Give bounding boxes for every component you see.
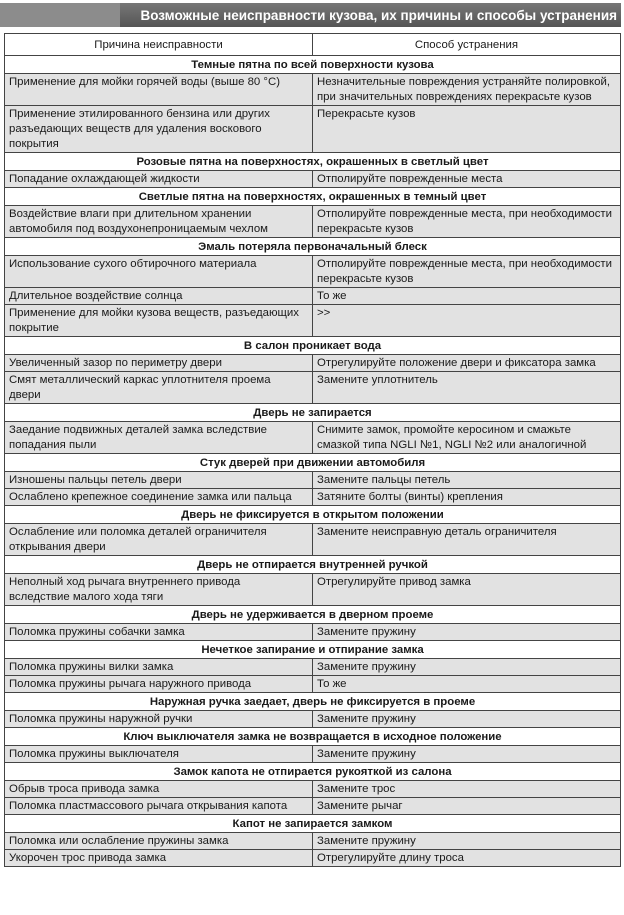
section-heading-row [5,56,621,74]
table-row [5,171,621,188]
table-row [5,781,621,798]
fix-cell: То же [313,288,621,305]
section-heading-row [5,337,621,355]
table-header-row [5,34,621,56]
table-row [5,106,621,153]
fix-cell: Замените рычаг [313,798,621,815]
section-heading-row [5,404,621,422]
fix-cell: Перекрасьте кузов [313,106,621,153]
fix-cell: Замените уплотнитель [313,372,621,404]
cause-cell: Длительное воздействие солнца [5,288,313,305]
cause-cell: Поломка пружины вилки замка [5,659,313,676]
section-heading-row [5,815,621,833]
section-heading: Нечеткое запирание и отпирание замка [5,641,621,659]
table-row [5,355,621,372]
section-heading: Дверь не удерживается в дверном проеме [5,606,621,624]
section-heading: В салон проникает вода [5,337,621,355]
section-heading-row [5,693,621,711]
section-heading-row [5,728,621,746]
table-row [5,833,621,850]
fix-cell: Отрегулируйте положение двери и фиксатора замка [313,355,621,372]
fix-cell: Замените пружину [313,746,621,763]
table-row [5,372,621,404]
fix-cell: Замените неисправную деталь ограничителя [313,524,621,556]
table-row [5,256,621,288]
fix-cell: Замените пальцы петель [313,472,621,489]
fix-cell: Замените пружину [313,833,621,850]
section-heading-row [5,763,621,781]
cause-cell: Поломка пружины наружной ручки [5,711,313,728]
section-heading: Стук дверей при движении автомобиля [5,454,621,472]
section-heading-row [5,188,621,206]
section-heading-row [5,606,621,624]
table-row [5,422,621,454]
table-row [5,472,621,489]
malfunctions-table [4,33,621,867]
cause-cell: Воздействие влаги при длительном хранении автомобиля под воздухонепроницаемым чехлом [5,206,313,238]
cause-cell: Ослаблено крепежное соединение замка или пальца [5,489,313,506]
table-row [5,798,621,815]
section-heading-row [5,454,621,472]
table-row [5,850,621,867]
cause-cell: Изношены пальцы петель двери [5,472,313,489]
column-header-fix: Способ устранения [313,34,621,56]
section-heading: Замок капота не отпирается рукояткой из салона [5,763,621,781]
section-heading: Дверь не фиксируется в открытом положении [5,506,621,524]
table-row [5,624,621,641]
title-bar-accent [0,3,120,27]
section-heading-row [5,238,621,256]
table-row [5,489,621,506]
table-row [5,746,621,763]
fix-cell: Замените пружину [313,659,621,676]
table-row [5,524,621,556]
cause-cell: Поломка или ослабление пружины замка [5,833,313,850]
cause-cell: Укорочен трос привода замка [5,850,313,867]
title-bar [0,3,621,27]
cause-cell: Ослабление или поломка деталей ограничителя открывания двери [5,524,313,556]
cause-cell: Применение для мойки кузова веществ, разъедающих покрытие [5,305,313,337]
section-heading-row [5,153,621,171]
cause-cell: Применение этилированного бензина или других разъедающих веществ для удаления воскового покрытия [5,106,313,153]
fix-cell: Замените пружину [313,711,621,728]
fix-cell: Замените трос [313,781,621,798]
document-title: Возможные неисправности кузова, их причины и способы устранения [140,7,617,23]
table-row [5,305,621,337]
cause-cell: Поломка пружины выключателя [5,746,313,763]
table-row [5,206,621,238]
section-heading: Розовые пятна на поверхностях, окрашенных в светлый цвет [5,153,621,171]
cause-cell: Смят металлический каркас уплотнителя проема двери [5,372,313,404]
fix-cell: Затяните болты (винты) крепления [313,489,621,506]
fix-cell: Отполируйте поврежденные места, при необходимости перекрасьте кузов [313,206,621,238]
fix-cell: Отрегулируйте длину троса [313,850,621,867]
table-row [5,74,621,106]
fix-cell: То же [313,676,621,693]
fix-cell: Отполируйте поврежденные места [313,171,621,188]
cause-cell: Поломка пружины рычага наружного привода [5,676,313,693]
cause-cell: Поломка пружины собачки замка [5,624,313,641]
fix-cell: Незначительные повреждения устраняйте полировкой, при значительных повреждениях перекрасьте кузов [313,74,621,106]
cause-cell: Применение для мойки горячей воды (выше 80 °C) [5,74,313,106]
cause-cell: Попадание охлаждающей жидкости [5,171,313,188]
table-row [5,574,621,606]
section-heading: Наружная ручка заедает, дверь не фиксируется в проеме [5,693,621,711]
cause-cell: Увеличенный зазор по периметру двери [5,355,313,372]
table-row [5,288,621,305]
section-heading: Светлые пятна на поверхностях, окрашенных в темный цвет [5,188,621,206]
table-row [5,659,621,676]
cause-cell: Обрыв троса привода замка [5,781,313,798]
cause-cell: Заедание подвижных деталей замка вследствие попадания пыли [5,422,313,454]
table-row [5,676,621,693]
cause-cell: Использование сухого обтирочного материала [5,256,313,288]
section-heading: Эмаль потеряла первоначальный блеск [5,238,621,256]
fix-cell: >> [313,305,621,337]
section-heading: Капот не запирается замком [5,815,621,833]
column-header-cause: Причина неисправности [5,34,313,56]
section-heading: Дверь не запирается [5,404,621,422]
section-heading: Темные пятна по всей поверхности кузова [5,56,621,74]
table-row [5,711,621,728]
fix-cell: Снимите замок, промойте керосином и смажьте смазкой типа NGLI №1, NGLI №2 или аналогичной [313,422,621,454]
section-heading-row [5,506,621,524]
cause-cell: Поломка пластмассового рычага открывания капота [5,798,313,815]
fix-cell: Замените пружину [313,624,621,641]
section-heading: Дверь не отпирается внутренней ручкой [5,556,621,574]
section-heading-row [5,641,621,659]
section-heading: Ключ выключателя замка не возвращается в исходное положение [5,728,621,746]
section-heading-row [5,556,621,574]
table-body [5,56,621,867]
fix-cell: Отрегулируйте привод замка [313,574,621,606]
cause-cell: Неполный ход рычага внутреннего привода вследствие малого хода тяги [5,574,313,606]
fix-cell: Отполируйте поврежденные места, при необходимости перекрасьте кузов [313,256,621,288]
